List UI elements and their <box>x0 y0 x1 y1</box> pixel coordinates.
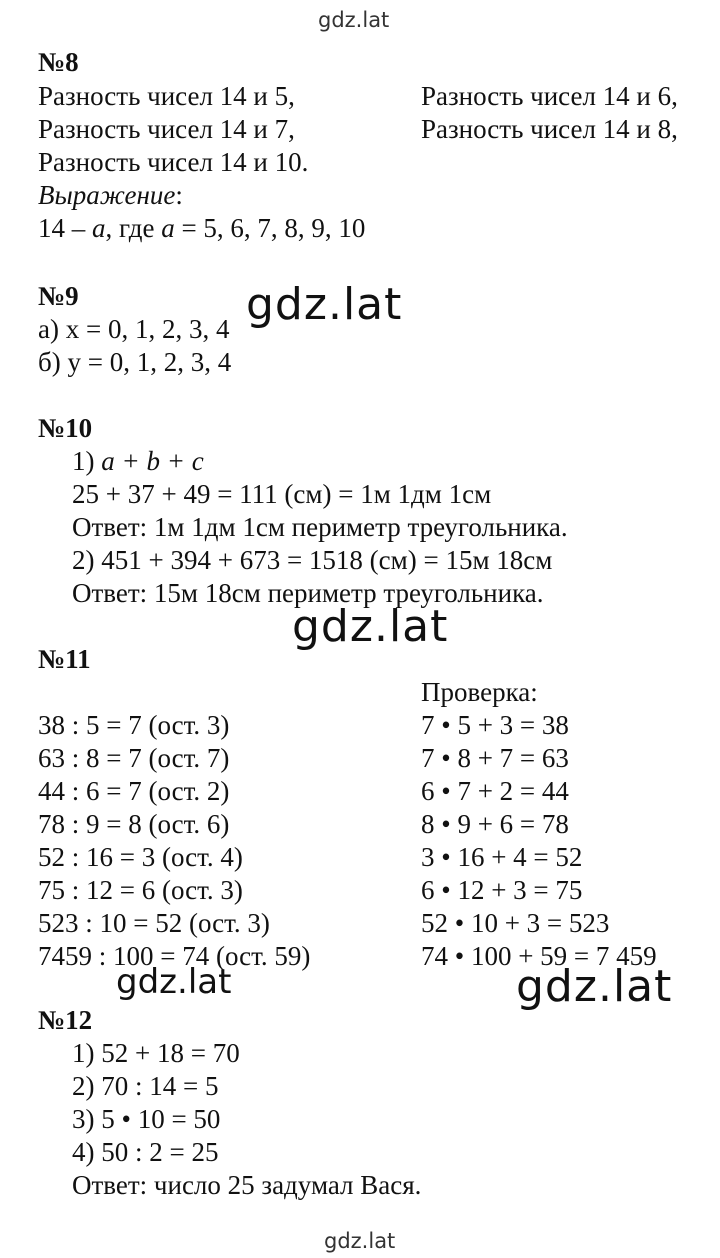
check-row: 7 • 8 + 7 = 63 <box>421 743 569 773</box>
division-row: 52 : 16 = 3 (ост. 4) <box>38 842 243 872</box>
expression-label-colon: : <box>175 180 183 210</box>
task10-line4: 2) 451 + 394 + 673 = 1518 (см) = 15м 18см <box>72 545 553 575</box>
task8-expression-label <box>38 179 183 212</box>
watermark-bottom: gdz.lat <box>324 1229 396 1253</box>
task12-number: №12 <box>38 1005 93 1035</box>
task9-number: №9 <box>38 281 79 311</box>
check-row: 8 • 9 + 6 = 78 <box>421 809 569 839</box>
check-row: 6 • 7 + 2 = 44 <box>421 776 569 806</box>
task8-line2-right: Разность чисел 14 и 8, <box>421 114 678 144</box>
check-row: 7 • 5 + 3 = 38 <box>421 710 569 740</box>
task8-line3: Разность чисел 14 и 10. <box>38 147 309 177</box>
task9-line-b: б) у = 0, 1, 2, 3, 4 <box>38 347 232 377</box>
task10-line2: 25 + 37 + 49 = 111 (см) = 1м 1дм 1см <box>72 479 492 509</box>
expr-part: = 5, 6, 7, 8, 9, 10 <box>174 213 366 243</box>
task11-check-label: Проверка: <box>421 677 538 707</box>
expr-variable: a <box>161 213 175 243</box>
perimeter-formula: a + b + c <box>101 446 204 476</box>
check-row: 74 • 100 + 59 = 7 459 <box>421 941 657 971</box>
task8-number: №8 <box>38 47 79 77</box>
watermark-overlay-3: gdz.lat <box>116 962 232 1002</box>
task12-step: 2) 70 : 14 = 5 <box>72 1071 219 1101</box>
expr-variable: a <box>92 213 106 243</box>
check-row: 6 • 12 + 3 = 75 <box>421 875 583 905</box>
task12-step: 3) 5 • 10 = 50 <box>72 1104 221 1134</box>
watermark-overlay-1: gdz.lat <box>246 279 403 330</box>
watermark-overlay-4: gdz.lat <box>516 961 673 1012</box>
division-row: 523 : 10 = 52 (ост. 3) <box>38 908 270 938</box>
task8-line2-left: Разность чисел 14 и 7, <box>38 114 295 144</box>
task8-expression <box>38 212 365 245</box>
check-row: 52 • 10 + 3 = 523 <box>421 908 610 938</box>
division-row: 44 : 6 = 7 (ост. 2) <box>38 776 230 806</box>
expr-part: , где <box>105 213 162 243</box>
task10-number: №10 <box>38 413 93 443</box>
task12-step: 1) 52 + 18 = 70 <box>72 1038 240 1068</box>
task12-answer: Ответ: число 25 задумал Вася. <box>72 1170 422 1200</box>
task8-line1-right: Разность чисел 14 и 6, <box>421 81 678 111</box>
division-row: 63 : 8 = 7 (ост. 7) <box>38 743 230 773</box>
division-row: 38 : 5 = 7 (ост. 3) <box>38 710 230 740</box>
expression-label-text: Выражение <box>38 180 176 210</box>
task11-number: №11 <box>38 644 91 674</box>
check-row: 3 • 16 + 4 = 52 <box>421 842 583 872</box>
division-row: 7459 : 100 = 74 (ост. 59) <box>38 941 311 971</box>
watermark-overlay-2: gdz.lat <box>292 601 449 652</box>
task10-line1 <box>72 445 204 478</box>
task10-line3: Ответ: 1м 1дм 1см периметр треугольника. <box>72 512 568 542</box>
task8-line1-left: Разность чисел 14 и 5, <box>38 81 295 111</box>
division-row: 78 : 9 = 8 (ост. 6) <box>38 809 230 839</box>
task9-line-a: а) х = 0, 1, 2, 3, 4 <box>38 314 230 344</box>
line-prefix: 1) <box>72 446 102 476</box>
division-row: 75 : 12 = 6 (ост. 3) <box>38 875 243 905</box>
task12-step: 4) 50 : 2 = 25 <box>72 1137 219 1167</box>
task10-line5: Ответ: 15м 18см периметр треугольника. <box>72 578 544 608</box>
expr-part: 14 – <box>38 213 92 243</box>
watermark-top: gdz.lat <box>318 8 390 32</box>
